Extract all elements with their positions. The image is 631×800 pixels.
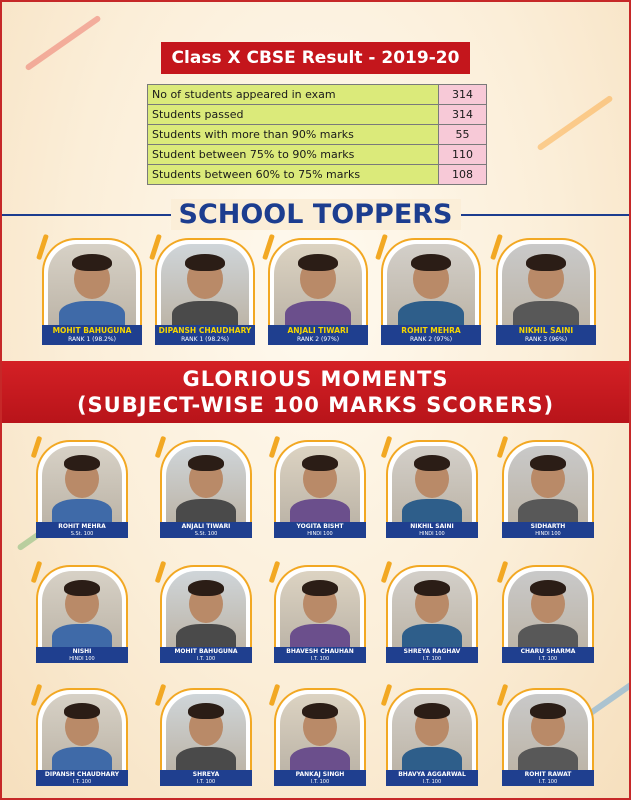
table-row xyxy=(148,105,487,125)
student-torso xyxy=(513,301,580,325)
scorer-card xyxy=(274,440,366,538)
student-torso xyxy=(52,747,113,770)
scorer-card xyxy=(502,565,594,663)
student-hair xyxy=(530,703,566,719)
name-plate xyxy=(274,770,366,786)
student-name: SIDHARTH xyxy=(530,523,566,530)
name-plate xyxy=(268,325,368,345)
table-cell-label: Students with more than 90% marks xyxy=(148,125,439,145)
student-name: SHREYA RAGHAV xyxy=(403,648,461,655)
student-photo xyxy=(161,244,249,325)
student-name: ROHIT MEHRA xyxy=(58,523,106,530)
name-plate xyxy=(36,522,128,538)
student-subject: I.T. 100 xyxy=(310,656,330,662)
student-hair xyxy=(414,580,450,596)
table-cell-value: 55 xyxy=(439,125,487,145)
student-subject: HINDI 100 xyxy=(419,531,445,537)
scorer-card xyxy=(386,688,478,786)
scorer-card xyxy=(36,688,128,786)
student-photo xyxy=(502,244,590,325)
student-name: CHARU SHARMA xyxy=(520,648,576,655)
student-subject: S.St. 100 xyxy=(194,531,218,537)
table-cell-value: 110 xyxy=(439,145,487,165)
table-cell-label: No of students appeared in exam xyxy=(148,85,439,105)
student-hair xyxy=(302,703,338,719)
student-photo xyxy=(508,446,588,522)
student-name: NIKHIL SAINI xyxy=(518,326,574,335)
glorious-subheading: (SUBJECT-WISE 100 MARKS SCORERS) xyxy=(76,393,555,417)
student-torso xyxy=(290,499,351,522)
topper-card xyxy=(496,238,596,343)
topper-card xyxy=(42,238,142,343)
student-subject: I.T. 100 xyxy=(196,656,216,662)
student-subject: I.T. 100 xyxy=(538,656,558,662)
name-plate xyxy=(386,522,478,538)
student-hair xyxy=(526,254,566,271)
student-hair xyxy=(64,703,100,719)
student-torso xyxy=(402,624,463,647)
student-name: MOHIT BAHUGUNA xyxy=(52,326,132,335)
student-torso xyxy=(285,301,352,325)
student-name: DIPANSH CHAUDHARY xyxy=(44,771,120,778)
scorer-card xyxy=(160,440,252,538)
student-subject: I.T. 100 xyxy=(422,779,442,785)
student-name: BHAVESH CHAUHAN xyxy=(286,648,354,655)
scorer-card xyxy=(274,688,366,786)
student-photo xyxy=(166,571,246,647)
scorer-card xyxy=(502,440,594,538)
student-torso xyxy=(52,624,113,647)
name-plate xyxy=(36,647,128,663)
scorer-card xyxy=(160,688,252,786)
name-plate xyxy=(160,770,252,786)
student-torso xyxy=(290,747,351,770)
student-photo xyxy=(274,244,362,325)
student-rank: RANK 2 (97%) xyxy=(409,336,453,343)
student-hair xyxy=(64,580,100,596)
student-photo xyxy=(280,571,360,647)
student-rank: RANK 1 (98.2%) xyxy=(181,336,229,343)
student-torso xyxy=(518,624,579,647)
student-torso xyxy=(176,624,237,647)
student-subject: I.T. 100 xyxy=(422,656,442,662)
student-rank: RANK 2 (97%) xyxy=(296,336,340,343)
name-plate xyxy=(36,770,128,786)
student-name: PANKAJ SINGH xyxy=(295,771,345,778)
student-subject: I.T. 100 xyxy=(310,779,330,785)
student-hair xyxy=(414,455,450,471)
student-photo xyxy=(387,244,475,325)
name-plate xyxy=(502,770,594,786)
student-torso xyxy=(290,624,351,647)
student-torso xyxy=(176,499,237,522)
name-plate xyxy=(160,522,252,538)
student-hair xyxy=(530,580,566,596)
scorer-card xyxy=(36,565,128,663)
student-photo xyxy=(48,244,136,325)
table-cell-label: Students passed xyxy=(148,105,439,125)
student-hair xyxy=(188,703,224,719)
scorer-card xyxy=(36,440,128,538)
table-cell-value: 314 xyxy=(439,105,487,125)
glorious-heading: GLORIOUS MOMENTS xyxy=(182,367,449,391)
student-torso xyxy=(52,499,113,522)
student-torso xyxy=(402,747,463,770)
student-hair xyxy=(302,455,338,471)
student-name: YOGITA BISHT xyxy=(296,523,344,530)
name-plate xyxy=(502,647,594,663)
student-subject: S.St. 100 xyxy=(70,531,94,537)
topper-card xyxy=(268,238,368,343)
table-cell-label: Student between 75% to 90% marks xyxy=(148,145,439,165)
student-torso xyxy=(59,301,126,325)
student-torso xyxy=(402,499,463,522)
table-cell-value: 108 xyxy=(439,165,487,185)
student-torso xyxy=(172,301,239,325)
student-torso xyxy=(176,747,237,770)
decorative-stroke xyxy=(536,95,613,152)
student-photo xyxy=(392,446,472,522)
table-cell-label: Students between 60% to 75% marks xyxy=(148,165,439,185)
student-name: ANJALI TIWARI xyxy=(181,523,231,530)
student-hair xyxy=(64,455,100,471)
student-photo xyxy=(280,694,360,770)
student-name: NIKHIL SAINI xyxy=(410,523,454,530)
student-name: ROHIT MEHRA xyxy=(401,326,461,335)
toppers-heading xyxy=(0,199,631,231)
student-photo xyxy=(508,694,588,770)
name-plate xyxy=(155,325,255,345)
table-row xyxy=(148,145,487,165)
topper-card xyxy=(155,238,255,343)
student-subject: I.T. 100 xyxy=(196,779,216,785)
topper-card xyxy=(381,238,481,343)
student-torso xyxy=(398,301,465,325)
result-title: Class X CBSE Result - 2019-20 xyxy=(161,42,470,74)
student-hair xyxy=(302,580,338,596)
name-plate xyxy=(381,325,481,345)
student-torso xyxy=(518,499,579,522)
scorer-card xyxy=(502,688,594,786)
table-row xyxy=(148,165,487,185)
student-rank: RANK 1 (98.2%) xyxy=(68,336,116,343)
student-photo xyxy=(392,694,472,770)
student-photo xyxy=(166,446,246,522)
decorative-stroke xyxy=(24,15,101,72)
toppers-heading-text: SCHOOL TOPPERS xyxy=(171,199,461,230)
student-photo xyxy=(42,571,122,647)
name-plate xyxy=(274,647,366,663)
student-torso xyxy=(518,747,579,770)
student-hair xyxy=(411,254,451,271)
result-table xyxy=(147,84,487,185)
student-subject: I.T. 100 xyxy=(538,779,558,785)
student-rank: RANK 3 (96%) xyxy=(524,336,568,343)
student-name: MOHIT BAHUGUNA xyxy=(174,648,238,655)
student-hair xyxy=(530,455,566,471)
scorer-card xyxy=(274,565,366,663)
student-hair xyxy=(414,703,450,719)
scorer-card xyxy=(160,565,252,663)
name-plate xyxy=(42,325,142,345)
student-name: DIPANSH CHAUDHARY xyxy=(158,326,252,335)
scorer-card xyxy=(386,565,478,663)
student-name: SHREYA xyxy=(192,771,220,778)
student-name: NISHI xyxy=(72,648,92,655)
table-cell-value: 314 xyxy=(439,85,487,105)
student-photo xyxy=(280,446,360,522)
scorer-card xyxy=(386,440,478,538)
student-photo xyxy=(508,571,588,647)
name-plate xyxy=(160,647,252,663)
student-hair xyxy=(72,254,112,271)
student-subject: I.T. 100 xyxy=(72,779,92,785)
name-plate xyxy=(386,647,478,663)
student-name: ANJALI TIWARI xyxy=(287,326,349,335)
table-row xyxy=(148,85,487,105)
student-photo xyxy=(392,571,472,647)
student-hair xyxy=(188,455,224,471)
student-hair xyxy=(185,254,225,271)
student-subject: HINDI 100 xyxy=(307,531,333,537)
student-subject: HINDI 100 xyxy=(535,531,561,537)
student-photo xyxy=(166,694,246,770)
name-plate xyxy=(496,325,596,345)
student-name: ROHIT RAWAT xyxy=(524,771,572,778)
student-hair xyxy=(188,580,224,596)
name-plate xyxy=(502,522,594,538)
table-row xyxy=(148,125,487,145)
name-plate xyxy=(386,770,478,786)
student-name: BHAVYA AGGARWAL xyxy=(398,771,466,778)
student-subject: HINDI 100 xyxy=(69,656,95,662)
student-photo xyxy=(42,694,122,770)
name-plate xyxy=(274,522,366,538)
student-photo xyxy=(42,446,122,522)
student-hair xyxy=(298,254,338,271)
glorious-banner xyxy=(0,361,631,423)
